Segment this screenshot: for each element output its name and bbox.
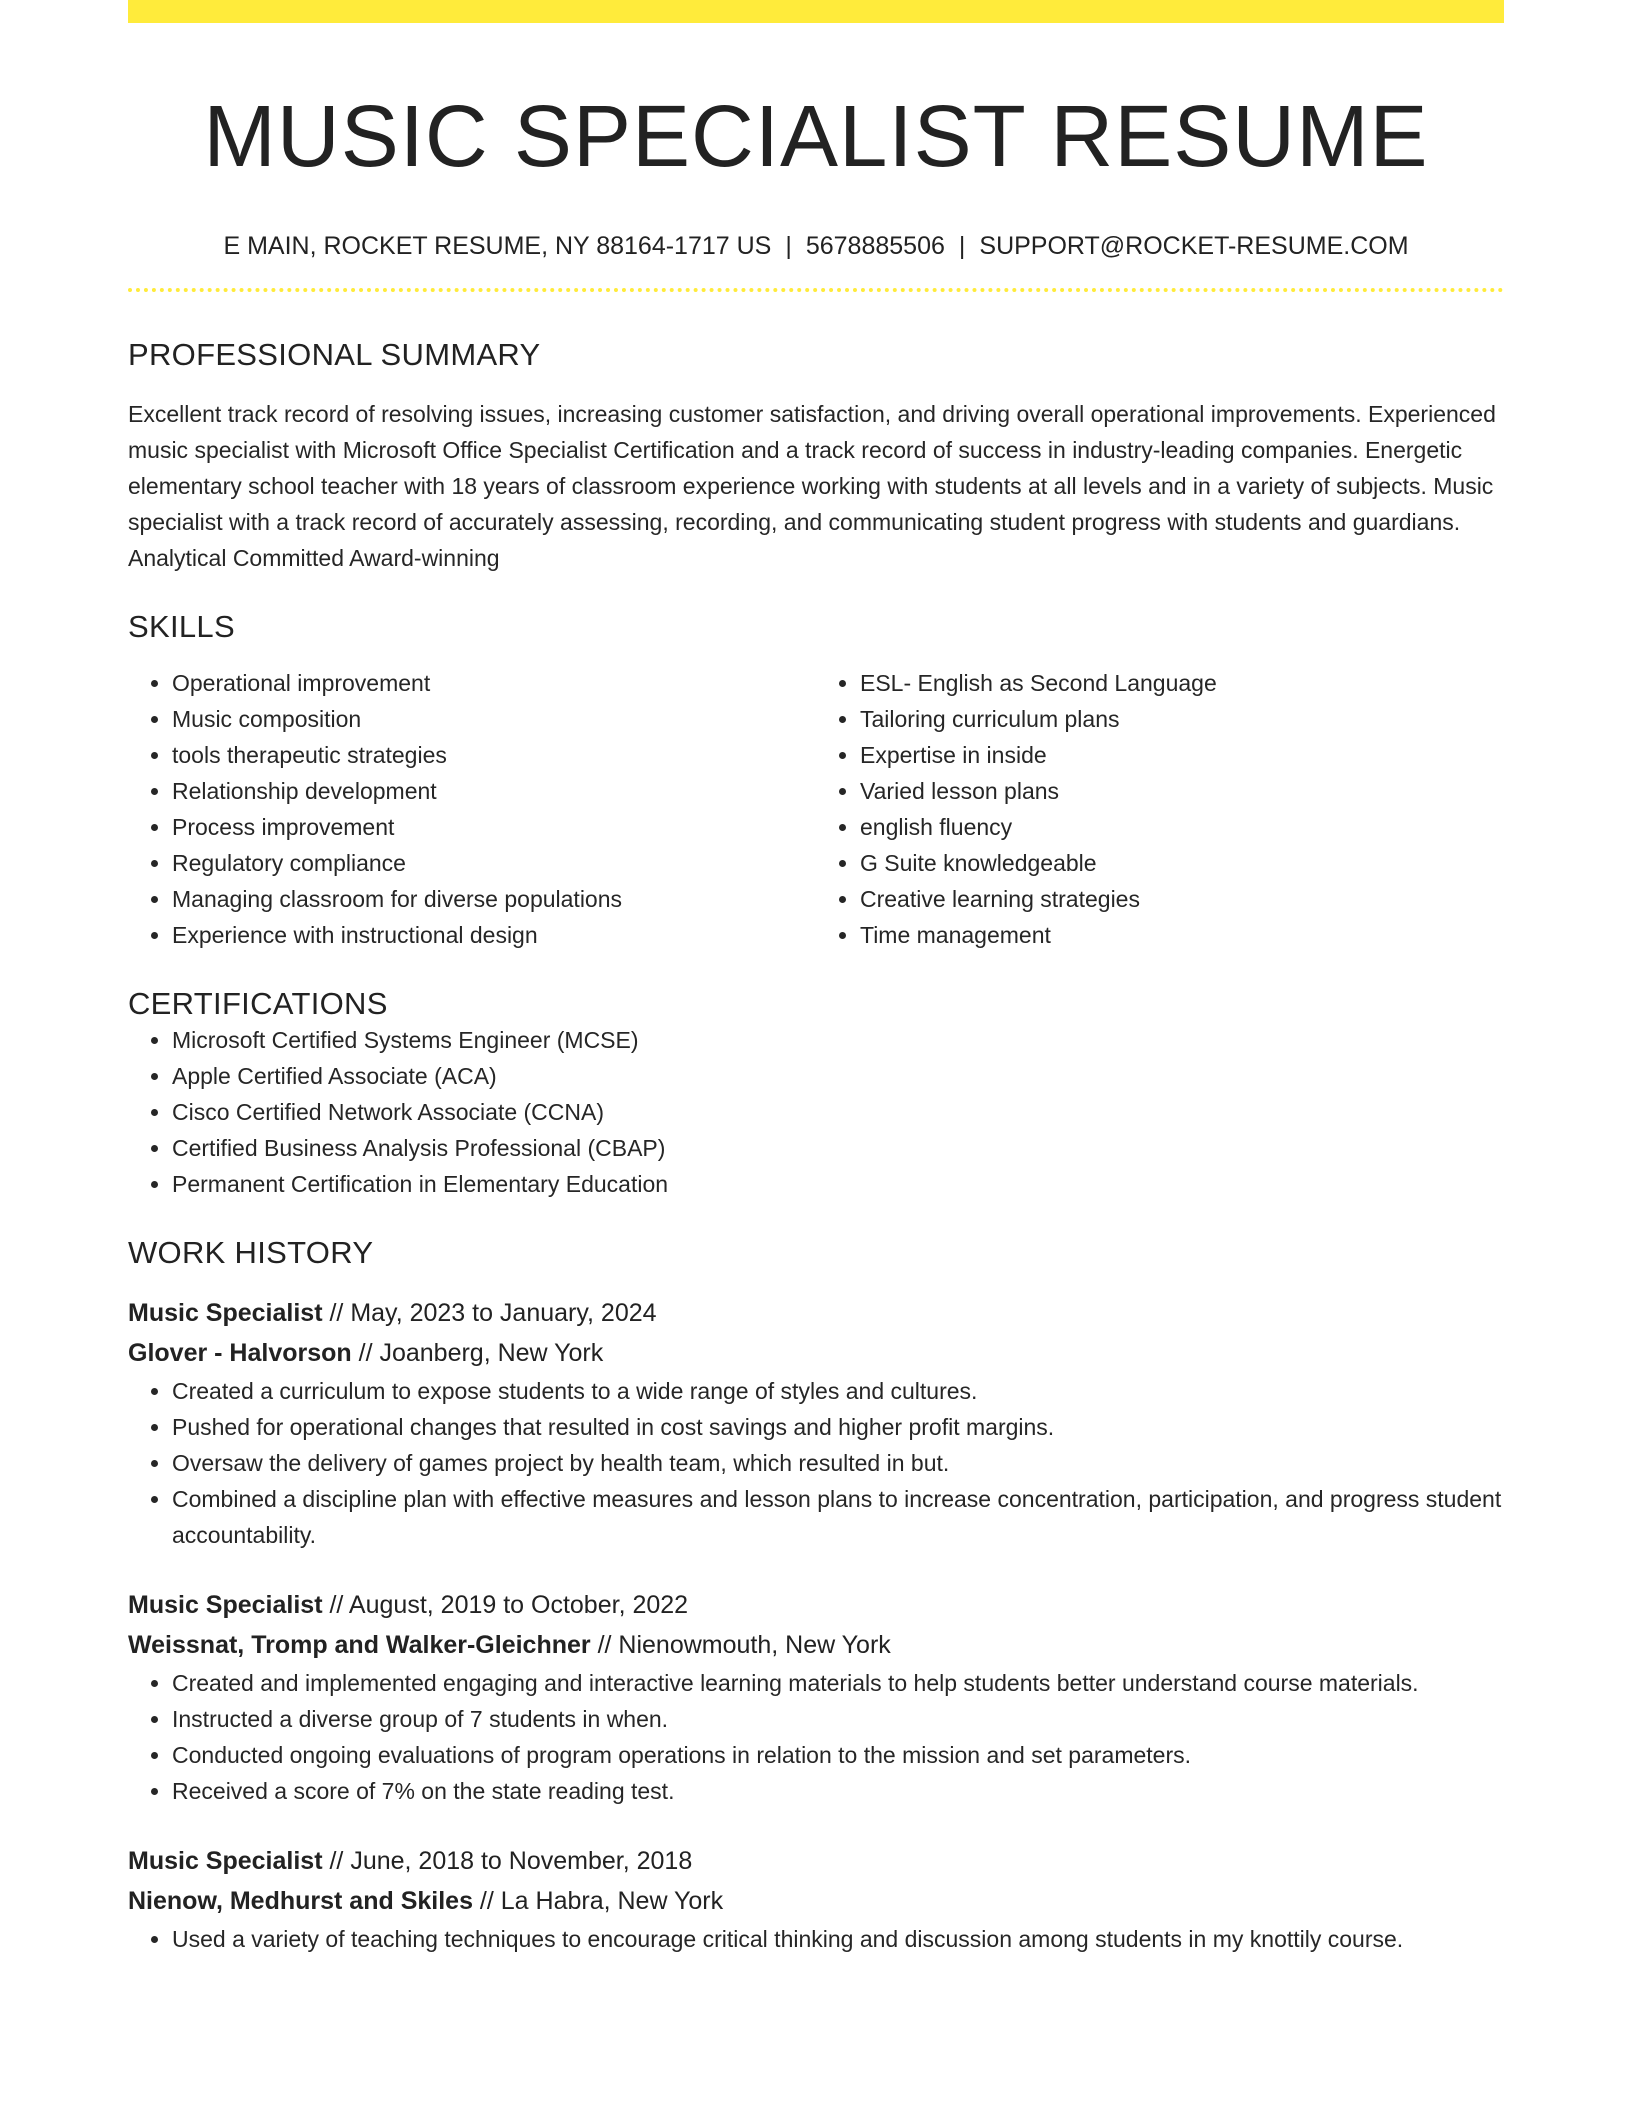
job-company: Weissnat, Tromp and Walker-Gleichner [128,1631,591,1660]
job-bullet: • Conducted ongoing evaluations of program operations in relation to the mission and set parameters. [172,1737,1504,1773]
certifications-list [128,1022,1504,1202]
job-company-line [128,1881,1504,1921]
job-dates: // August, 2019 to October, 2022 [322,1591,689,1620]
certification-item: • Microsoft Certified Systems Engineer (MCSE) [172,1022,1504,1058]
skill-item: • Music composition [172,701,816,737]
job-location: // Nienowmouth, New York [590,1631,891,1660]
job-title-line [128,1585,1504,1625]
contact-line [128,231,1504,261]
job-bullet: • Pushed for operational changes that resulted in cost savings and higher profit margins. [172,1409,1504,1445]
contact-address: E MAIN, ROCKET RESUME, NY 88164-1717 US [223,232,772,261]
job-role: Music Specialist [128,1299,323,1328]
job-company: Nienow, Medhurst and Skiles [128,1887,473,1916]
skills-columns [128,665,1504,953]
contact-separator: | [958,232,966,261]
job-bullet: • Used a variety of teaching techniques to encourage critical thinking and discussion among students in my knottily course. [172,1921,1504,1957]
summary-text: Excellent track record of resolving issues, increasing customer satisfaction, and driving overall operational improvements. Experienced music specialist with Microsoft Office Specialist Certification and a track record of success in industry-leading companies. Energetic elementary school teacher with 18 years of classroom experience working with students at all levels and in a variety of subjects. Music specialist with a track record of accurately assessing, recording, and communicating student progress with students and guardians. Analytical Committed Award-winning [128,400,1496,571]
skill-item: • ESL- English as Second Language [860,665,1504,701]
skill-item: • Regulatory compliance [172,845,816,881]
skill-item: • Time management [860,917,1504,953]
top-accent-bar [128,0,1504,23]
job-company: Glover - Halvorson [128,1339,352,1368]
certifications-section [128,985,1504,1202]
skill-item: • Relationship development [172,773,816,809]
job-company-line [128,1625,1504,1665]
job-entry [128,1293,1504,1553]
job-bullets [128,1921,1504,1957]
job-bullet: • Instructed a diverse group of 7 students in when. [172,1701,1504,1737]
job-company-line [128,1333,1504,1373]
job-bullets [128,1373,1504,1553]
resume-title: MUSIC SPECIALIST RESUME [203,88,1429,185]
certification-item: • Cisco Certified Network Associate (CCNA) [172,1094,1504,1130]
skill-item: • Creative learning strategies [860,881,1504,917]
skill-item: • Managing classroom for diverse populations [172,881,816,917]
skill-item: • tools therapeutic strategies [172,737,816,773]
skill-item: • G Suite knowledgeable [860,845,1504,881]
skill-item: • Varied lesson plans [860,773,1504,809]
job-title-line [128,1293,1504,1333]
contact-phone: 5678885506 [805,232,945,261]
resume-page [128,0,1504,1957]
job-bullets [128,1665,1504,1809]
job-dates: // May, 2023 to January, 2024 [322,1299,657,1328]
job-dates: // June, 2018 to November, 2018 [322,1847,693,1876]
certification-item: • Apple Certified Associate (ACA) [172,1058,1504,1094]
work-history-section [128,1234,1504,1957]
job-role: Music Specialist [128,1591,323,1620]
skills-heading: SKILLS [128,608,235,644]
summary-section [128,336,1504,575]
skill-item: • Expertise in inside [860,737,1504,773]
certification-item: • Permanent Certification in Elementary Education [172,1166,1504,1202]
summary-heading: PROFESSIONAL SUMMARY [128,337,541,373]
skills-right-list [816,665,1504,953]
job-bullet: • Received a score of 7% on the state reading test. [172,1773,1504,1809]
certifications-heading: CERTIFICATIONS [128,985,388,1021]
job-role: Music Specialist [128,1847,323,1876]
dotted-divider [128,288,1504,292]
job-entry [128,1585,1504,1809]
skill-item: • english fluency [860,809,1504,845]
job-bullet: • Created a curriculum to expose students to a wide range of styles and cultures. [172,1373,1504,1409]
skill-item: • Process improvement [172,809,816,845]
skill-item: • Experience with instructional design [172,917,816,953]
job-bullet: • Oversaw the delivery of games project by health team, which resulted in but. [172,1445,1504,1481]
job-location: // La Habra, New York [472,1887,724,1916]
skills-section [128,608,1504,953]
job-location: // Joanberg, New York [351,1339,604,1368]
skill-item: • Operational improvement [172,665,816,701]
job-entry [128,1841,1504,1957]
certification-item: • Certified Business Analysis Professional (CBAP) [172,1130,1504,1166]
contact-separator: | [785,232,792,261]
job-title-line [128,1841,1504,1881]
job-bullet: • Created and implemented engaging and interactive learning materials to help students better understand course materials. [172,1665,1504,1701]
skill-item: • Tailoring curriculum plans [860,701,1504,737]
skills-left-list [128,665,816,953]
work-history-heading: WORK HISTORY [128,1234,374,1270]
job-bullet: • Combined a discipline plan with effective measures and lesson plans to increase concentration, participation, and progress student accountability. [172,1481,1504,1553]
contact-email: SUPPORT@ROCKET-RESUME.COM [979,232,1409,261]
